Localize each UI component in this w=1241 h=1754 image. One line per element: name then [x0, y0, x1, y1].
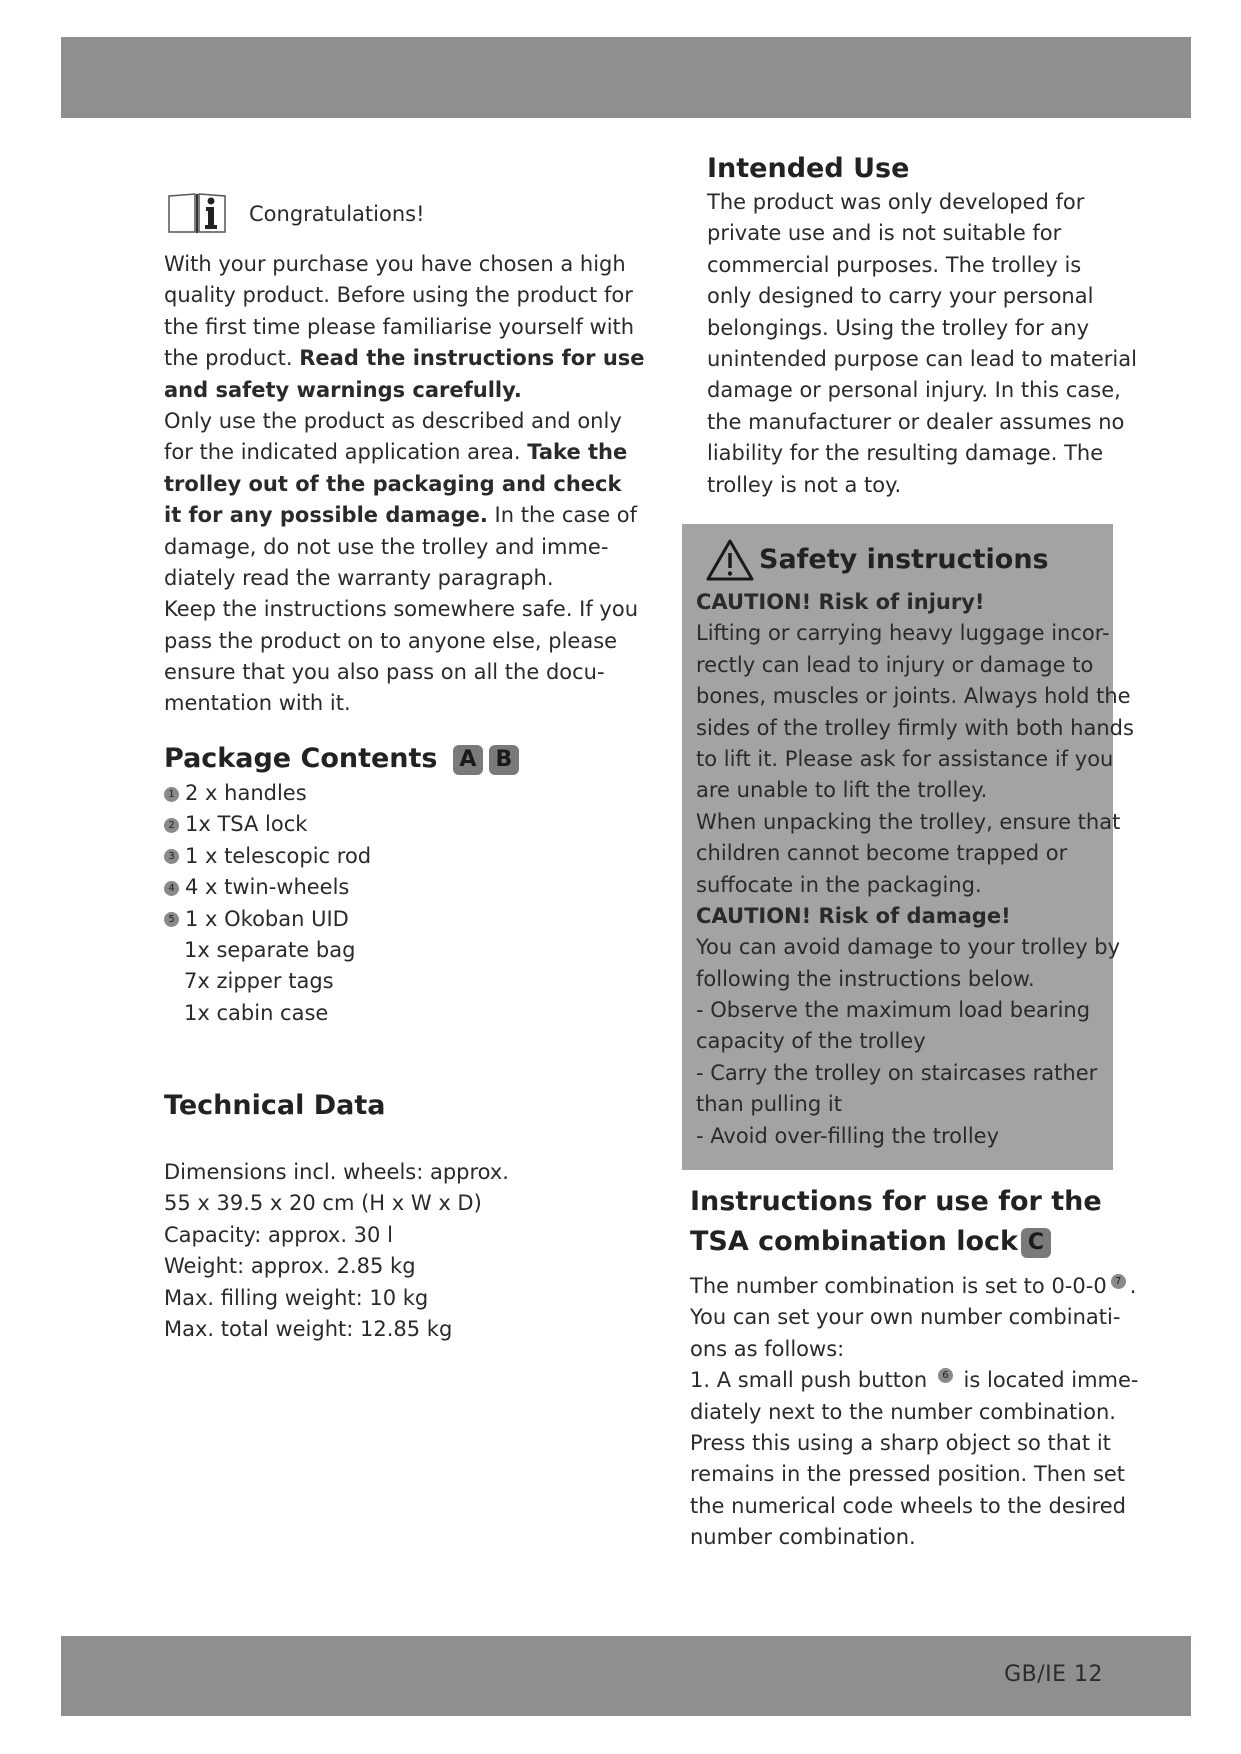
text: private use and is not suitable for: [707, 221, 1062, 246]
text-line: [690, 1428, 1139, 1459]
text-line: [690, 1365, 1139, 1396]
text: the first time please familiarise yourself with: [164, 314, 635, 339]
item-number-badge: 5: [164, 912, 179, 927]
bold-text: Read the instructions for use: [299, 346, 645, 371]
text: 2 x handles: [185, 781, 307, 805]
text-line: [707, 375, 1137, 406]
text-line: [707, 250, 1137, 281]
text-line: [164, 1283, 509, 1314]
text-line: [707, 187, 1137, 218]
text: In the case of: [487, 503, 638, 528]
bold-text: and safety warnings carefully.: [164, 377, 522, 402]
text-line: [696, 775, 1134, 806]
bold-text: Take the: [527, 440, 628, 465]
text: rectly can lead to injury or damage to: [696, 652, 1094, 677]
text: When unpacking the trolley, ensure that: [696, 809, 1121, 834]
text-line: [696, 995, 1134, 1026]
text: - Avoid over-filling the trolley: [696, 1123, 1000, 1148]
text-line: [707, 218, 1137, 249]
safety-instructions-text: [696, 587, 1134, 1152]
text-line: [164, 657, 645, 688]
congratulations-heading: Congratulations!: [249, 202, 425, 226]
text-line: [164, 343, 645, 374]
text-line: [164, 375, 645, 406]
text-line: [164, 532, 645, 563]
text-line: [164, 998, 371, 1029]
text: the manufacturer or dealer assumes no: [707, 409, 1125, 434]
text: number combination.: [690, 1525, 916, 1550]
text: .: [1129, 1274, 1137, 1298]
text-line: [696, 744, 1134, 775]
package-contents-title: Package Contents: [164, 743, 438, 774]
text: only designed to carry your personal: [707, 284, 1094, 309]
intro-paragraph: [164, 249, 645, 720]
text-line: [164, 935, 371, 966]
text: - Observe the maximum load bearing: [696, 998, 1091, 1023]
text-line: [164, 966, 371, 997]
text-line: [164, 1251, 509, 1282]
text: capacity of the trolley: [696, 1029, 926, 1054]
text: 1. A small push button: [690, 1368, 934, 1393]
text: ons as follows:: [690, 1336, 845, 1361]
text: You can set your own number combinati-: [690, 1305, 1121, 1330]
text: for the indicated application area.: [164, 440, 528, 465]
text: mentation with it.: [164, 691, 351, 716]
text-line: [690, 1491, 1139, 1522]
text: Only use the product as described and only: [164, 408, 622, 433]
text-line: [164, 1220, 509, 1251]
text-line: [696, 1026, 1134, 1057]
text-line: [696, 901, 1134, 932]
page-number: GB/IE 12: [1004, 1662, 1103, 1687]
bold-text: trolley out of the packaging and check: [164, 471, 622, 496]
text-line: [696, 807, 1134, 838]
text-line: [696, 1121, 1134, 1152]
intended-use-paragraph: [707, 187, 1137, 501]
text: to lift it. Please ask for assistance if you: [696, 746, 1114, 771]
package-contents-list: [164, 778, 371, 1029]
text-line: [707, 407, 1137, 438]
text: unintended purpose can lead to material: [707, 346, 1137, 371]
text: pass the product on to anyone else, please: [164, 628, 618, 653]
text-line: [690, 1459, 1139, 1490]
technical-data-list: [164, 1157, 509, 1345]
text: trolley is not a toy.: [707, 472, 902, 497]
text: bones, muscles or joints. Always hold the: [696, 684, 1131, 709]
text-line: [696, 932, 1134, 963]
text: is located imme-: [956, 1368, 1139, 1393]
text-line: [164, 778, 371, 809]
text: damage, do not use the trolley and imme-: [164, 534, 609, 559]
text: children cannot become trapped or: [696, 841, 1068, 866]
text: belongings. Using the trolley for any: [707, 315, 1090, 340]
text-line: [696, 838, 1134, 869]
text: Max. filling weight: 10 kg: [164, 1285, 429, 1310]
text-line: [164, 809, 371, 840]
text: The number combination is set to 0-0-0: [690, 1274, 1107, 1298]
text-line: [696, 618, 1134, 649]
text-line: [164, 841, 371, 872]
safety-instructions-heading: Safety instructions: [759, 544, 1049, 575]
text: Keep the instructions somewhere safe. If you: [164, 597, 639, 622]
intended-use-heading: Intended Use: [707, 153, 910, 184]
text: diately next to the number combination.: [690, 1399, 1116, 1424]
text: 1 x Okoban UID: [185, 906, 349, 931]
text: With your purchase you have chosen a high: [164, 252, 626, 276]
text: 55 x 39.5 x 20 cm (H x W x D): [164, 1191, 482, 1216]
text: than pulling it: [696, 1092, 842, 1117]
text-line: [707, 470, 1137, 501]
text: remains in the pressed position. Then set: [690, 1462, 1126, 1487]
package-contents-heading: [164, 743, 519, 775]
text-line: [696, 681, 1134, 712]
text: diately read the warranty paragraph.: [164, 565, 554, 590]
item-number-badge: 4: [164, 881, 179, 896]
item-number-badge: 2: [164, 818, 179, 833]
bold-text: CAUTION! Risk of injury!: [696, 590, 985, 614]
text: Dimensions incl. wheels: approx.: [164, 1160, 509, 1184]
text: Press this using a sharp object so that it: [690, 1430, 1111, 1455]
text-line: [164, 249, 645, 280]
footer-bar: [61, 1636, 1191, 1716]
item-number-badge: 3: [164, 849, 179, 864]
text-line: [164, 437, 645, 468]
text: are unable to lift the trolley.: [696, 778, 988, 803]
text: 1x cabin case: [164, 1000, 329, 1025]
text: 7x zipper tags: [164, 969, 334, 994]
text: You can avoid damage to your trolley by: [696, 935, 1121, 960]
text-line: [696, 713, 1134, 744]
text-line: [690, 1302, 1139, 1333]
item-number-badge: 7: [1111, 1274, 1126, 1289]
item-number-badge: 1: [164, 787, 179, 802]
text: Capacity: approx. 30 l: [164, 1222, 393, 1247]
text-line: [690, 1271, 1139, 1302]
tsa-instructions-text: [690, 1271, 1139, 1554]
text: 1x separate bag: [164, 937, 356, 962]
text: 1 x telescopic rod: [185, 843, 372, 868]
text: Max. total weight: 12.85 kg: [164, 1316, 453, 1341]
text-line: [707, 344, 1137, 375]
text-line: [707, 281, 1137, 312]
tsa-heading-line-1: Instructions for use for the: [690, 1186, 1102, 1217]
text: the product.: [164, 346, 300, 371]
text: sides of the trolley firmly with both hands: [696, 715, 1134, 740]
text-line: [690, 1522, 1139, 1553]
bold-text: it for any possible damage.: [164, 503, 488, 528]
text: the numerical code wheels to the desired: [690, 1493, 1126, 1518]
text-line: [696, 1058, 1134, 1089]
text-line: [164, 688, 645, 719]
text-line: [164, 406, 645, 437]
text-line: [164, 500, 645, 531]
text-line: [164, 312, 645, 343]
text: ensure that you also pass on all the docu-: [164, 660, 605, 685]
figure-badge-c: C: [1021, 1228, 1051, 1258]
text-line: [164, 904, 371, 935]
text-line: [164, 1188, 509, 1219]
text-line: [707, 313, 1137, 344]
text: commercial purposes. The trolley is: [707, 252, 1082, 277]
text-line: [164, 626, 645, 657]
text-line: [164, 594, 645, 625]
tsa-heading-line-2: [690, 1226, 1051, 1258]
technical-data-heading: Technical Data: [164, 1090, 386, 1121]
text-line: [164, 1314, 509, 1345]
item-number-badge: 6: [938, 1368, 953, 1383]
text-line: [696, 964, 1134, 995]
text: The product was only developed for: [707, 190, 1085, 214]
text-line: [707, 438, 1137, 469]
warning-triangle-icon: [705, 538, 755, 582]
text: quality product. Before using the product for: [164, 283, 633, 308]
bold-text: CAUTION! Risk of damage!: [696, 903, 1011, 928]
text: suffocate in the packaging.: [696, 872, 982, 897]
text: 1x TSA lock: [185, 812, 308, 837]
text-line: [690, 1334, 1139, 1365]
text: damage or personal injury. In this case,: [707, 378, 1121, 403]
text: following the instructions below.: [696, 966, 1035, 991]
text-line: [164, 872, 371, 903]
text: - Carry the trolley on staircases rather: [696, 1060, 1098, 1085]
text-line: [696, 587, 1134, 618]
header-bar: [61, 37, 1191, 118]
figure-badge-b: B: [489, 745, 519, 775]
text-line: [164, 280, 645, 311]
text: Lifting or carrying heavy luggage incor-: [696, 621, 1110, 646]
text-line: [696, 650, 1134, 681]
text-line: [690, 1397, 1139, 1428]
tsa-title: TSA combination lock: [690, 1226, 1018, 1257]
text-line: [164, 1157, 509, 1188]
text: Weight: approx. 2.85 kg: [164, 1254, 416, 1279]
text-line: [164, 563, 645, 594]
figure-badge-a: A: [453, 745, 483, 775]
text-line: [164, 469, 645, 500]
text: liability for the resulting damage. The: [707, 441, 1104, 466]
text: 4 x twin-wheels: [185, 875, 350, 900]
text-line: [696, 870, 1134, 901]
text-line: [696, 1089, 1134, 1120]
info-book-icon: [167, 192, 227, 234]
